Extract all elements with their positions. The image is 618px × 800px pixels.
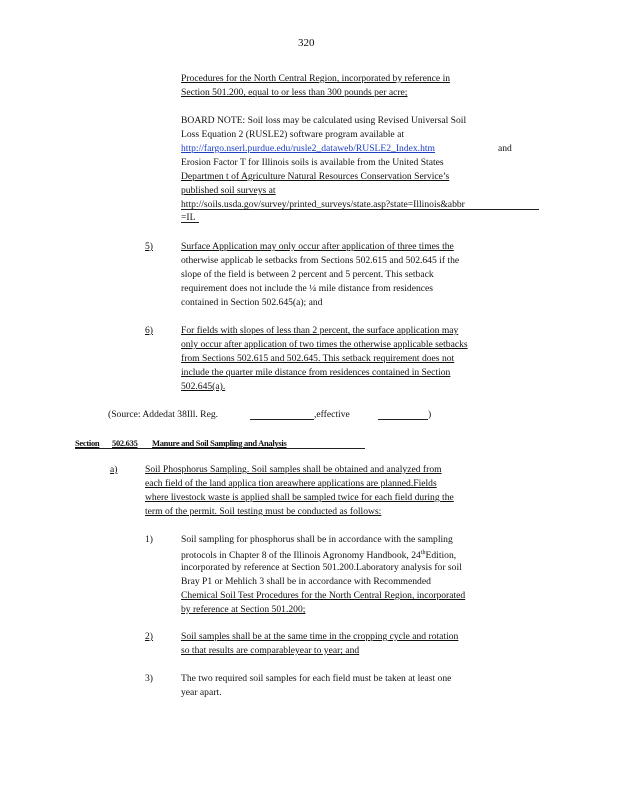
item-6-line-3: from Sections 502.615 and 502.645. This setback requirement does not [181,353,455,364]
sub-1-number: 1) [145,534,153,545]
item-6-line-4: include the quarter mile distance from residences contained in Section [181,367,451,378]
soil-survey-link[interactable]: http://soils.usda.gov/survey/printed_surveys/state.asp?state=Illinois&abbr [181,199,465,210]
source-effective: ,effective [314,409,350,420]
item-5-line-5: contained in Section 502.645(a); and [181,297,323,308]
board-note-line-1: BOARD NOTE: Soil loss may be calculated using Revised Universal Soil [181,115,467,126]
sub-3-number: 3) [145,673,153,684]
top-line-1: Procedures for the North Central Region, incorporated by reference in [181,73,451,84]
sub-1-line-2-end: Edition, [425,550,457,562]
source-blank-2 [378,419,428,420]
item-6-line-5: 502.645(a). [181,381,226,392]
section-title: Manure and Soil Sampling and Analysis [152,438,287,448]
source-prefix: (Source: Addedat 38Ill. Reg. [108,409,219,420]
sub-1-line-5: Chemical Soil Test Procedures for the North Central Region, incorporated [181,590,466,601]
board-note-line-6: published soil surveys at [181,185,276,196]
sub-1-line-1: Soil sampling for phosphorus shall be in accordance with the sampling [181,534,453,545]
item-6-line-1: For fields with slopes of less than 2 percent, the surface application may [181,325,459,336]
item-5-line-4: requirement does not include the ¼ mile distance from residences [181,283,434,294]
sub-1-line-2 [181,547,456,562]
page-number: 320 [298,37,315,49]
sub-3-line-2: year apart. [181,687,222,698]
sub-1-line-6: by reference at Section 501.200; [181,604,306,615]
item-5-line-2: otherwise applicab le setbacks from Sections 502.615 and 502.645 if the [181,255,460,266]
item-6-number: 6) [145,325,153,336]
item-5-line-1: Surface Application may only occur after application of three times the [181,241,454,252]
item-a-line-4: term of the permit. Soil testing must be conducted as follows: [145,506,382,517]
board-note-and: and [498,143,512,154]
item-a-line-1: Soil Phosphorus Sampling. Soil samples shall be obtained and analyzed from [145,464,442,475]
board-note-line-4: Erosion Factor T for Illinois soils is available from the United States [181,157,444,168]
soil-survey-link-end[interactable]: =IL [181,212,196,223]
section-label: Section [75,438,100,448]
board-note-line-5: Departmen t of Agriculture Natural Resources Conservation Service’s [181,171,450,182]
sub-2-line-2: so that results are comparableyear to year; and [181,645,360,656]
item-a-number: a) [110,464,118,475]
item-6-line-2: only occur after application of two times the otherwise applicable setbacks [181,339,468,350]
top-line-2: Section 501.200, equal to or less than 300 pounds per acre; [181,87,408,98]
section-number: 502.635 [112,438,138,448]
sub-2-line-1: Soil samples shall be at the same time in the cropping cycle and rotation [181,631,459,642]
source-close: ) [428,409,432,420]
item-5-line-3: slope of the field is between 2 percent and 5 percent. This setback [181,269,434,280]
source-blank-1 [250,419,314,420]
sub-2-number: 2) [145,631,153,642]
board-note-line-2: Loss Equation 2 (RUSLE2) software program available at [181,129,404,140]
item-a-line-2: each field of the land applica tion areawhere applications are planned.Fields [145,478,437,489]
item-a-line-3: where livestock waste is applied shall be sampled twice for each field during the [145,492,454,503]
section-underline [75,448,365,449]
sub-1-line-3: incorporated by reference at Section 501.200.Laboratory analysis for soil [181,562,462,573]
link-underline-end [181,222,199,223]
link-underline [181,209,539,210]
sub-1-line-2-text: protocols in Chapter 8 of the Illinois Agronomy Handbook, 24 [181,550,421,562]
sub-1-line-4: Bray P1 or Mehlich 3 shall be in accordance with Recommended [181,576,431,587]
item-5-number: 5) [145,241,153,252]
rusle2-link[interactable]: http://fargo.nserl.purdue.edu/rusle2_dataweb/RUSLE2_Index.htm [181,143,436,154]
sub-3-line-1: The two required soil samples for each field must be taken at least one [181,673,452,684]
sub-1-superscript: th [420,550,426,556]
